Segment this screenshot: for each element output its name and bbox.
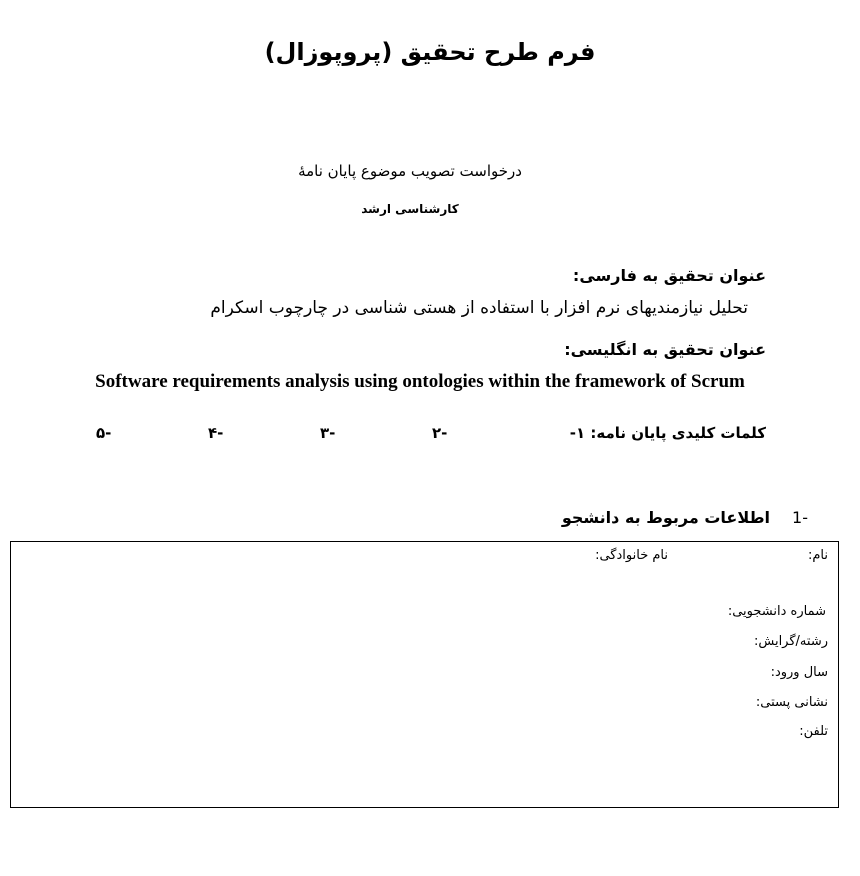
phone-field: تلفن:: [799, 724, 828, 739]
postal-address-field: نشانی پستی:: [755, 695, 828, 710]
degree-level: کارشناسی ارشد: [361, 202, 459, 216]
keyword-2: ۲-: [432, 424, 448, 442]
student-info-box: [10, 541, 839, 808]
student-section-heading: [562, 508, 808, 527]
persian-title-value: تحلیل نیازمندیهای نرم افزار با استفاده از هستی شناسی در چارچوب اسکرام: [210, 298, 748, 318]
english-title-value: Software requirements analysis using ontologies within the framework of Scrum: [95, 371, 745, 392]
section-title: اطلاعات مربوط به دانشجو: [561, 508, 771, 527]
persian-title-label: عنوان تحقیق به فارسی:: [572, 266, 766, 285]
keyword-1: ۱-: [569, 424, 586, 442]
major-field: رشته/گرایش:: [754, 634, 828, 649]
student-number-field: شماره دانشجویی:: [727, 604, 826, 619]
keyword-5: ۵-: [96, 424, 112, 442]
request-subtitle: درخواست تصویب موضوع پایان نامۀ: [298, 162, 522, 180]
section-number: -1: [792, 508, 808, 527]
entry-year-field: سال ورود:: [770, 665, 828, 680]
form-title: فرم طرح تحقیق (پروپوزال): [264, 38, 596, 66]
keyword-4: ۴-: [208, 424, 224, 442]
family-name-field: نام خانوادگی:: [595, 548, 668, 563]
keywords-row: [90, 424, 766, 448]
name-field: نام:: [807, 548, 828, 563]
keywords-label: کلمات کلیدی پایان نامه: ۱-: [569, 424, 766, 442]
english-title-label: عنوان تحقیق به انگلیسی:: [564, 340, 766, 359]
keyword-3: ۳-: [320, 424, 336, 442]
